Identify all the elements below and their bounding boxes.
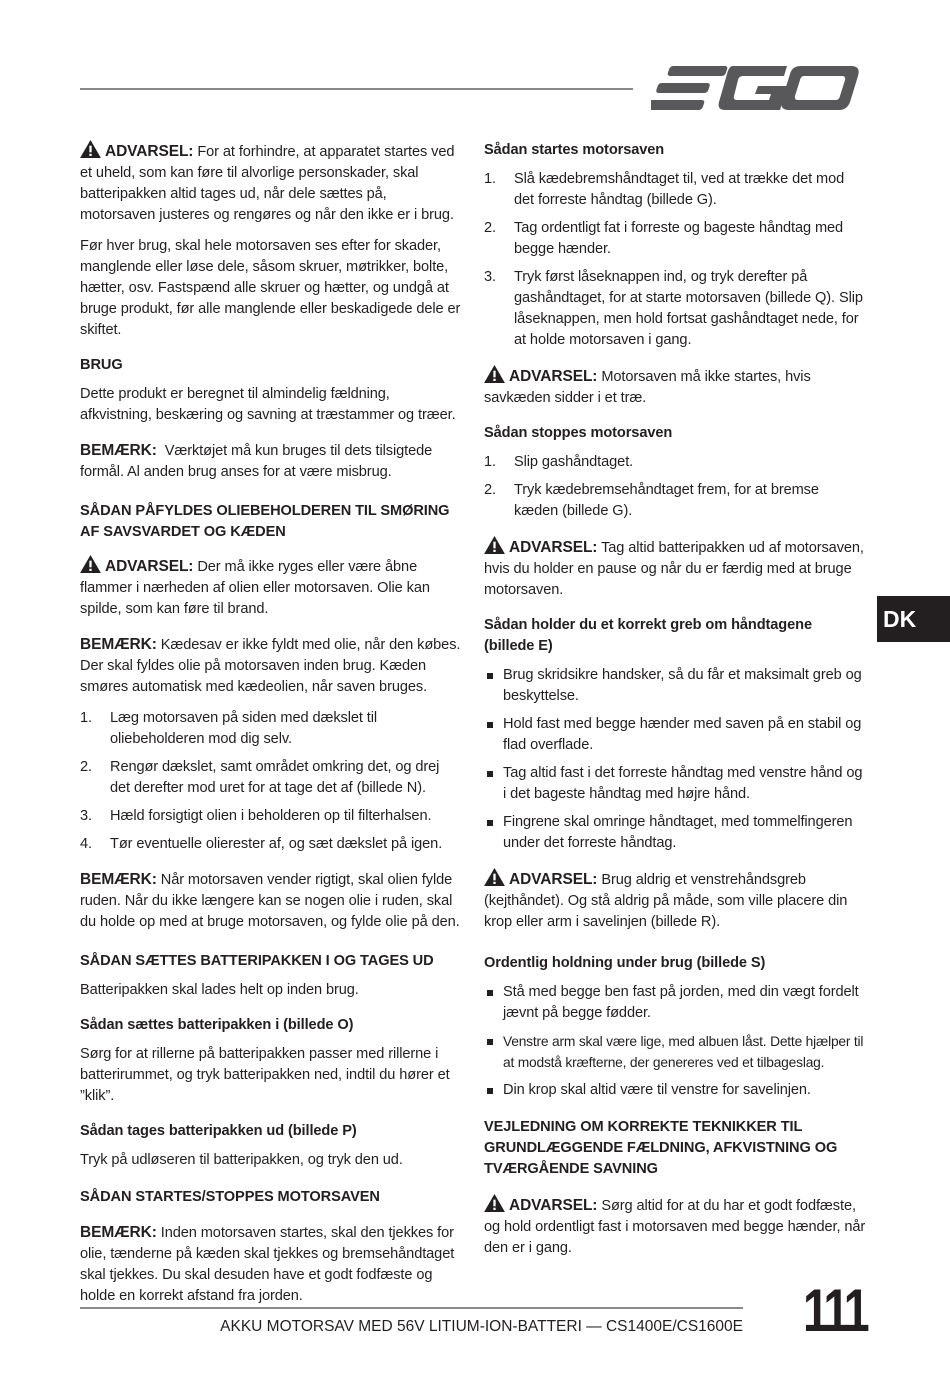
list-item: Fingrene skal omringe håndtaget, med tommelfingeren under det forreste håndtag.	[484, 812, 866, 854]
warning-label: ADVARSEL:	[509, 368, 598, 385]
footer-title: AKKU MOTORSAV MED 56V LITIUM-ION-BATTERI — CS1400E/CS1600E	[220, 1318, 743, 1335]
warning-text: Brug aldrig et venstrehåndsgreb (kejthåndet). Og stå aldrig på måde, som ville placere din krop eller arm i savelinjen (billede R).	[484, 872, 848, 930]
note-paragraph	[80, 1222, 462, 1307]
warning-text: Sørg altid for at du har et godt fodfæste, og hold ordentligt fast i motorsaven med begge hænder, når den er i gang.	[484, 1198, 866, 1256]
warning-paragraph	[484, 868, 866, 933]
note-paragraph	[80, 869, 462, 933]
section-heading: SÅDAN PÅFYLDES OLIEBEHOLDEREN TIL SMØRING AF SAVSVARDET OG KÆDEN	[80, 503, 450, 540]
note-text: Inden motorsaven startes, skal den tjekkes for olie, tænderne på kæden skal tjekkes og bremsehåndtaget skal tjekkes. Du skal desuden have et godt fodfæste og holde en korrekt afstand fra jorden.	[80, 1225, 455, 1304]
subsection-heading: Sådan holder du et korrekt greb om håndtagene (billede E)	[484, 617, 812, 654]
note-paragraph	[80, 634, 462, 698]
section-heading: SÅDAN STARTES/STOPPES MOTORSAVEN	[80, 1189, 380, 1205]
list-item: 1. Læg motorsaven på siden med dækslet til oliebeholderen mod dig selv.	[80, 710, 378, 747]
subsection-heading: Sådan tages batteripakken ud (billede P)	[80, 1123, 357, 1139]
warning-text: Tag altid batteripakken ud af motorsaven, hvis du holder en pause og når du er færdig med at bruge motorsaven.	[484, 540, 864, 598]
note-text: Værktøjet må kun bruges til dets tilsigtede formål. Al anden brug anses for at være misbrug.	[80, 443, 433, 480]
note-paragraph	[80, 440, 462, 483]
subsection-heading: Sådan sættes batteripakken i (billede O)	[80, 1017, 354, 1033]
list-item: Brug skridsikre handsker, så du får et maksimalt greb og beskyttelse.	[484, 665, 866, 707]
usage-text: Dette produkt er beregnet til almindelig fældning, afkvistning, beskæring og savning at træstammer og træer.	[80, 386, 456, 423]
note-label: BEMÆRK:	[80, 1224, 157, 1241]
warning-label: ADVARSEL:	[105, 558, 194, 575]
stance-list	[484, 982, 866, 1101]
list-item: 3. Hæld forsigtigt olien i beholderen op til filterhalsen.	[80, 808, 432, 824]
note-label: BEMÆRK:	[80, 442, 157, 459]
language-tab-dk: DK	[877, 596, 950, 642]
note-label: BEMÆRK:	[80, 871, 157, 888]
list-item: Tag altid fast i det forreste håndtag med venstre hånd og i det bageste håndtag med højre hånd.	[484, 763, 866, 805]
warning-triangle-icon	[484, 365, 505, 383]
stop-steps-list	[484, 452, 866, 522]
battery-text: Batteripakken skal lades helt op inden brug.	[80, 982, 359, 998]
warning-paragraph	[484, 1194, 866, 1259]
start-steps-list	[484, 169, 866, 351]
warning-triangle-icon	[80, 140, 101, 158]
note-label: BEMÆRK:	[80, 636, 157, 653]
list-item: Venstre arm skal være lige, med albuen låst. Dette hjælper til at modstå kræfterne, der genereres ved et tilbageslag.	[484, 1031, 866, 1073]
list-item: 2. Tag ordentligt fat i forreste og bageste håndtag med begge hænder.	[484, 220, 844, 257]
insert-text: Sørg for at rillerne på batteripakken passer med rillerne i batterirummet, og tryk batteripakken ned, indtil du hører et ”klik”.	[80, 1046, 450, 1104]
warning-triangle-icon	[484, 1194, 505, 1212]
warning-paragraph	[484, 365, 866, 409]
subsection-heading: Ordentlig holdning under brug (billede S)	[484, 955, 766, 971]
right-column	[484, 140, 866, 1269]
ego-logo	[651, 64, 861, 112]
list-item: Din krop skal altid være til venstre for savelinjen.	[484, 1080, 866, 1101]
warning-label: ADVARSEL:	[509, 1197, 598, 1214]
warning-text: Der må ikke ryges eller være åbne flammer i nærheden af olien eller motorsaven. Olie kan spilde, som kan føre til brand.	[80, 559, 430, 617]
oil-steps-list	[80, 708, 462, 855]
left-column	[80, 140, 462, 1317]
warning-text: For at forhindre, at apparatet startes ved et uheld, som kan føre til alvorlige personskader, skal batteripakken altid tages ud, når dele sættes på, motorsaven justeres og rengøres og når den ikke er i brug.	[80, 144, 455, 223]
inspection-text: Før hver brug, skal hele motorsaven ses efter for skader, manglende eller løse dele, såsom skruer, møtrikker, bolte, hætter, osv. Fastspænd alle skruer og hætter, og undgå at bruge produkt, før alle manglende eller beskadigede dele er skiftet.	[80, 238, 461, 338]
warning-text: Motorsaven må ikke startes, hvis savkæden sidder i et træ.	[484, 369, 811, 406]
warning-label: ADVARSEL:	[509, 871, 598, 888]
list-item: 4. Tør eventuelle olierester af, og sæt dækslet på igen.	[80, 836, 443, 852]
warning-triangle-icon	[484, 868, 505, 886]
section-heading: BRUG	[80, 357, 123, 373]
list-item: 2. Tryk kædebremsehåndtaget frem, for at bremse kæden (billede G).	[484, 482, 819, 519]
list-item: Hold fast med begge hænder med saven på en stabil og flad overflade.	[484, 714, 866, 756]
header-rule	[80, 88, 633, 90]
subsection-heading: Sådan stoppes motorsaven	[484, 425, 673, 441]
warning-triangle-icon	[80, 555, 101, 573]
list-item: 3. Tryk først låseknappen ind, og tryk derefter på gashåndtaget, for at starte motorsaven (billede Q). Slip låseknappen, men hold fortsat gashåndtaget nede, for at holde motorsaven i gang.	[484, 269, 863, 348]
remove-text: Tryk på udløseren til batteripakken, og tryk den ud.	[80, 1152, 403, 1168]
warning-triangle-icon	[484, 536, 505, 554]
note-text: Kædesav er ikke fyldt med olie, når den købes. Der skal fyldes olie på motorsaven inden brug. Kæden smøres automatisk med kædeolien, når saven bruges.	[80, 637, 461, 695]
subsection-heading: Sådan startes motorsaven	[484, 142, 665, 158]
note-text: Når motorsaven vender rigtigt, skal olien fylde ruden. Når du ikke længere kan se nogen olie i ruden, skal du holde op med at bruge motorsaven, og fylde olie på den.	[80, 872, 460, 930]
warning-paragraph	[484, 536, 866, 601]
list-item: 1. Slip gashåndtaget.	[484, 454, 634, 470]
grip-list	[484, 665, 866, 854]
footer-rule	[80, 1307, 743, 1309]
list-item: Stå med begge ben fast på jorden, med din vægt fordelt jævnt på begge fødder.	[484, 982, 866, 1024]
section-heading: VEJLEDNING OM KORREKTE TEKNIKKER TIL GRUNDLÆGGENDE FÆLDNING, AFKVISTNING OG TVÆRGÅENDE SAVNING	[484, 1119, 838, 1177]
warning-paragraph	[80, 140, 462, 226]
list-item: 1. Slå kædebremshåndtaget til, ved at trække det mod det forreste håndtag (billede G).	[484, 171, 845, 208]
section-heading: SÅDAN SÆTTES BATTERIPAKKEN I OG TAGES UD	[80, 953, 434, 969]
warning-label: ADVARSEL:	[509, 539, 598, 556]
warning-paragraph	[80, 555, 462, 620]
warning-label: ADVARSEL:	[105, 143, 194, 160]
page-number: 111	[803, 1277, 867, 1344]
list-item: 2. Rengør dækslet, samt området omkring det, og drej det derefter mod uret for at tage det af (billede N).	[80, 759, 440, 796]
